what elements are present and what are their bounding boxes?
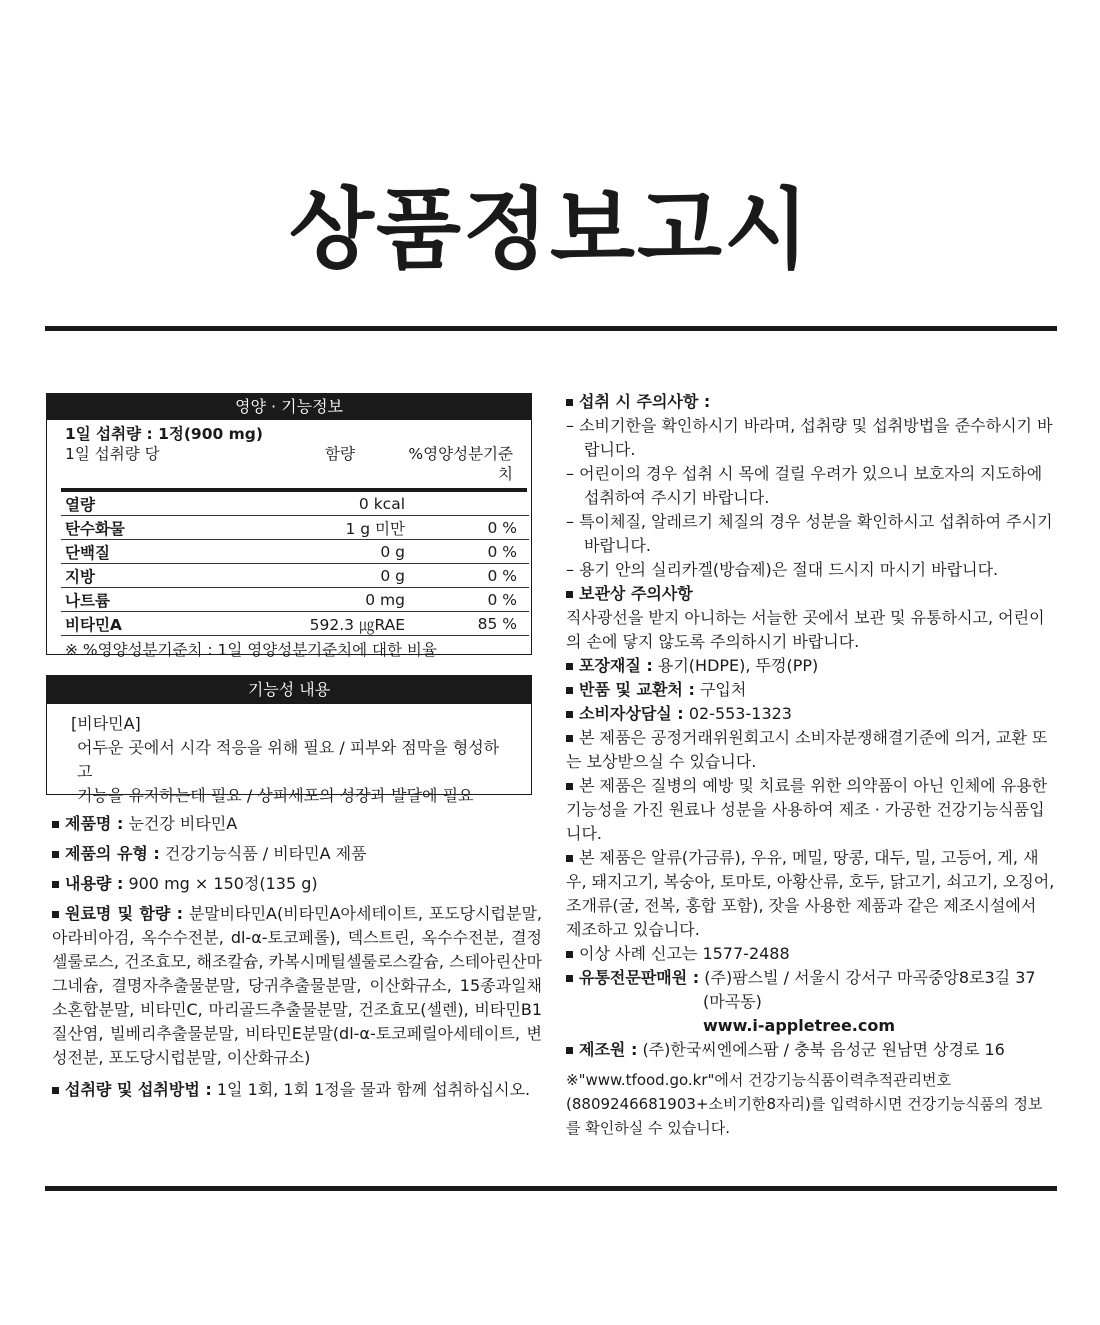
maker: (주)한국씨엔에스팜 / 충북 음성군 원남면 상경로 16 [642, 1040, 1005, 1059]
table-row [61, 564, 529, 588]
tracking-note: ※"www.tfood.go.kr"에서 건강기능식품이력추적관리번호(8809246681903+소비기한8자리)를 입력하시면 건강기능식품의 정보를 확인하실 수 있습니다. [566, 1071, 1043, 1137]
bullet-icon [566, 663, 573, 670]
nutrient-name: 지방 [61, 564, 265, 588]
bullet-icon [566, 855, 573, 862]
bullet-icon [566, 687, 573, 694]
storage-text: 직사광선을 받지 아니하는 서늘한 곳에서 보관 및 유통하시고, 어린이의 손에 닿지 않도록 주의하시기 바랍니다. [566, 608, 1045, 651]
table-row [61, 588, 529, 612]
bottom-divider [45, 1186, 1057, 1191]
functional-panel [46, 675, 532, 805]
functional-line: 어두운 곳에서 시각 적응을 위해 필요 / 피부와 점막을 형성하고 [77, 738, 500, 781]
nutrient-percent: 0 % [405, 588, 529, 612]
product-info [52, 812, 542, 1108]
note: 본 제품은 알류(가금류), 우유, 메밀, 땅콩, 대두, 밀, 고등어, 게, 새우, 돼지고기, 복숭아, 토마토, 아황산류, 호두, 닭고기, 쇠고기, 오징어, 조개류(굴, 전복, 홍합 포함), 잣을 사용한 제품과 같은 제조시설에서 제조하고 있습니다. [566, 848, 1055, 939]
bullet-icon [566, 711, 573, 718]
nutrient-percent: 0 % [405, 564, 529, 588]
nutrient-amount: 0 g [265, 540, 405, 564]
bullet-icon [566, 399, 573, 406]
storage-title: 보관상 주의사항 [579, 584, 693, 603]
table-row [61, 492, 529, 516]
bullet-icon [52, 821, 59, 828]
packaging: 용기(HDPE), 뚜껑(PP) [657, 656, 819, 675]
nutrient-name: 탄수화물 [61, 516, 265, 540]
consumer-label: 소비자상담실 : [579, 704, 684, 723]
note-row [566, 726, 1056, 774]
note: 본 제품은 질병의 예방 및 치료를 위한 의약품이 아닌 인체에 유용한 기능성을 가진 원료나 성분을 사용하여 제조 · 가공한 건강기능식품입니다. [566, 776, 1048, 843]
maker-row [566, 1038, 1056, 1062]
seller: (주)팜스빌 / 서울시 강서구 마곡중앙8로3길 37 [704, 968, 1036, 987]
seller-label: 유통전문판매원 : [579, 968, 700, 987]
packaging-label: 포장재질 : [579, 656, 653, 675]
page-title: 상품정보고시 [288, 178, 812, 281]
per-serving-label: 1일 섭취량 당 [65, 445, 160, 463]
product-type-label: 제품의 유형 : [65, 844, 160, 863]
volume-label: 내용량 : [65, 874, 124, 893]
packaging-row [566, 654, 1056, 678]
bullet-icon [52, 911, 59, 918]
product-name-label: 제품명 : [65, 814, 124, 833]
return-row [566, 678, 1056, 702]
caution-item: – 용기 안의 실리카겔(방습제)은 절대 드시지 마시기 바랍니다. [566, 560, 999, 579]
product-type-row [52, 842, 542, 866]
nutrient-percent [405, 492, 529, 516]
functional-header: 기능성 내용 [47, 676, 531, 704]
product-name: 눈건강 비타민A [128, 814, 238, 833]
nutrient-amount: 0 g [265, 564, 405, 588]
seller-row [566, 966, 1056, 990]
caution-item: – 특이체질, 알레르기 체질의 경우 성분을 확인하시고 섭취하여 주시기 바랍니다. [566, 512, 1053, 555]
intake-row [52, 1078, 542, 1102]
bullet-icon [566, 591, 573, 598]
bullet-icon [566, 1047, 573, 1054]
consumer-row [566, 702, 1056, 726]
bullet-icon [52, 1087, 59, 1094]
nutrient-percent: 0 % [405, 516, 529, 540]
intake-label: 섭취량 및 섭취방법 : [65, 1080, 212, 1099]
nutrient-amount: 1 g 미만 [265, 516, 405, 540]
report: 이상 사례 신고는 1577-2488 [579, 944, 790, 963]
volume: 900 mg × 150정(135 g) [128, 874, 318, 893]
maker-label: 제조원 : [579, 1040, 638, 1059]
table-row [61, 612, 529, 636]
top-divider [45, 326, 1057, 331]
serving-size: 1일 섭취량 : 1정(900 mg) [65, 425, 263, 443]
table-row [61, 540, 529, 564]
caution-item: – 어린이의 경우 섭취 시 목에 걸릴 우려가 있으니 보호자의 지도하에 섭취하여 주시기 바랍니다. [566, 464, 1043, 507]
product-name-row [52, 812, 542, 836]
bullet-icon [566, 783, 573, 790]
bullet-icon [566, 975, 573, 982]
nutrient-percent: 85 % [405, 612, 529, 636]
nutrient-percent: 0 % [405, 540, 529, 564]
caution-title-row [566, 390, 1056, 414]
caution-item: – 소비기한을 확인하시기 바라며, 섭취량 및 섭취방법을 준수하시기 바랍니다. [566, 416, 1053, 459]
return-label: 반품 및 교환처 : [579, 680, 695, 699]
bullet-icon [52, 881, 59, 888]
ingredients: 분말비타민A(비타민A아세테이트, 포도당시럽분말, 아라비아검, 옥수수전분, dl-α-토코페롤), 덱스트린, 옥수수전분, 결정셀룰로스, 건조효모, 해조칼슘, 카복시메틸셀룰로스칼슘, 스테아린산마그네슘, 결명자추출물분말, 당귀추출물분말, 이산화규소, 15종과일채소혼합분말, 비타민C, 마리골드추출물분말, 건조효모(셀렌), 비타민B1질산염, 빌베리추출물분말, 비타민E분말(dl-α-토코페릴아세테이트, 변성전분, 포도당시럽분말, 이산화규소) [52, 904, 542, 1067]
seller-address: (마곡동) [703, 992, 762, 1011]
nutrient-name: 비타민A [61, 612, 265, 636]
bullet-icon [566, 735, 573, 742]
table-row [61, 516, 529, 540]
caution-title: 섭취 시 주의사항 : [579, 392, 711, 411]
nutrition-table [61, 492, 529, 636]
ingredients-row [52, 902, 542, 1070]
bullet-icon [52, 851, 59, 858]
intake: 1일 1회, 1회 1정을 물과 함께 섭취하십시오. [216, 1080, 531, 1099]
percent-column-header: %영양성분기준치 [408, 445, 513, 483]
note: 본 제품은 공정거래위원회고시 소비자분쟁해결기준에 의거, 교환 또는 보상받으실 수 있습니다. [566, 728, 1048, 771]
nutrition-footnote: ※ %영양성분기준치 : 1일 영양성분기준치에 대한 비율 [65, 641, 437, 659]
nutrient-name: 나트륨 [61, 588, 265, 612]
storage-title-row [566, 582, 1056, 606]
nutrition-header: 영양 · 기능정보 [47, 394, 531, 420]
note-row [566, 846, 1056, 942]
nutrient-amount: 592.3 ㎍RAE [265, 612, 405, 636]
report-row [566, 942, 1056, 966]
seller-website: www.i-appletree.com [703, 1016, 896, 1035]
consumer: 02-553-1323 [688, 704, 792, 723]
nutrient-amount: 0 kcal [265, 492, 405, 516]
nutrition-panel [46, 393, 532, 659]
bullet-icon [566, 951, 573, 958]
caution-info [566, 390, 1056, 1140]
volume-row [52, 872, 542, 896]
nutrient-name: 열량 [61, 492, 265, 516]
product-type: 건강기능식품 / 비타민A 제품 [164, 844, 367, 863]
ingredients-label: 원료명 및 함량 : [65, 904, 183, 923]
nutrient-amount: 0 mg [265, 588, 405, 612]
return: 구입처 [699, 680, 747, 699]
amount-column-header: 함량 [325, 445, 355, 463]
nutrient-name: 단백질 [61, 540, 265, 564]
note-row [566, 774, 1056, 846]
functional-title: [비타민A] [71, 714, 141, 733]
functional-line: 기능을 유지하는데 필요 / 상피세포의 성장과 발달에 필요 [77, 786, 474, 805]
